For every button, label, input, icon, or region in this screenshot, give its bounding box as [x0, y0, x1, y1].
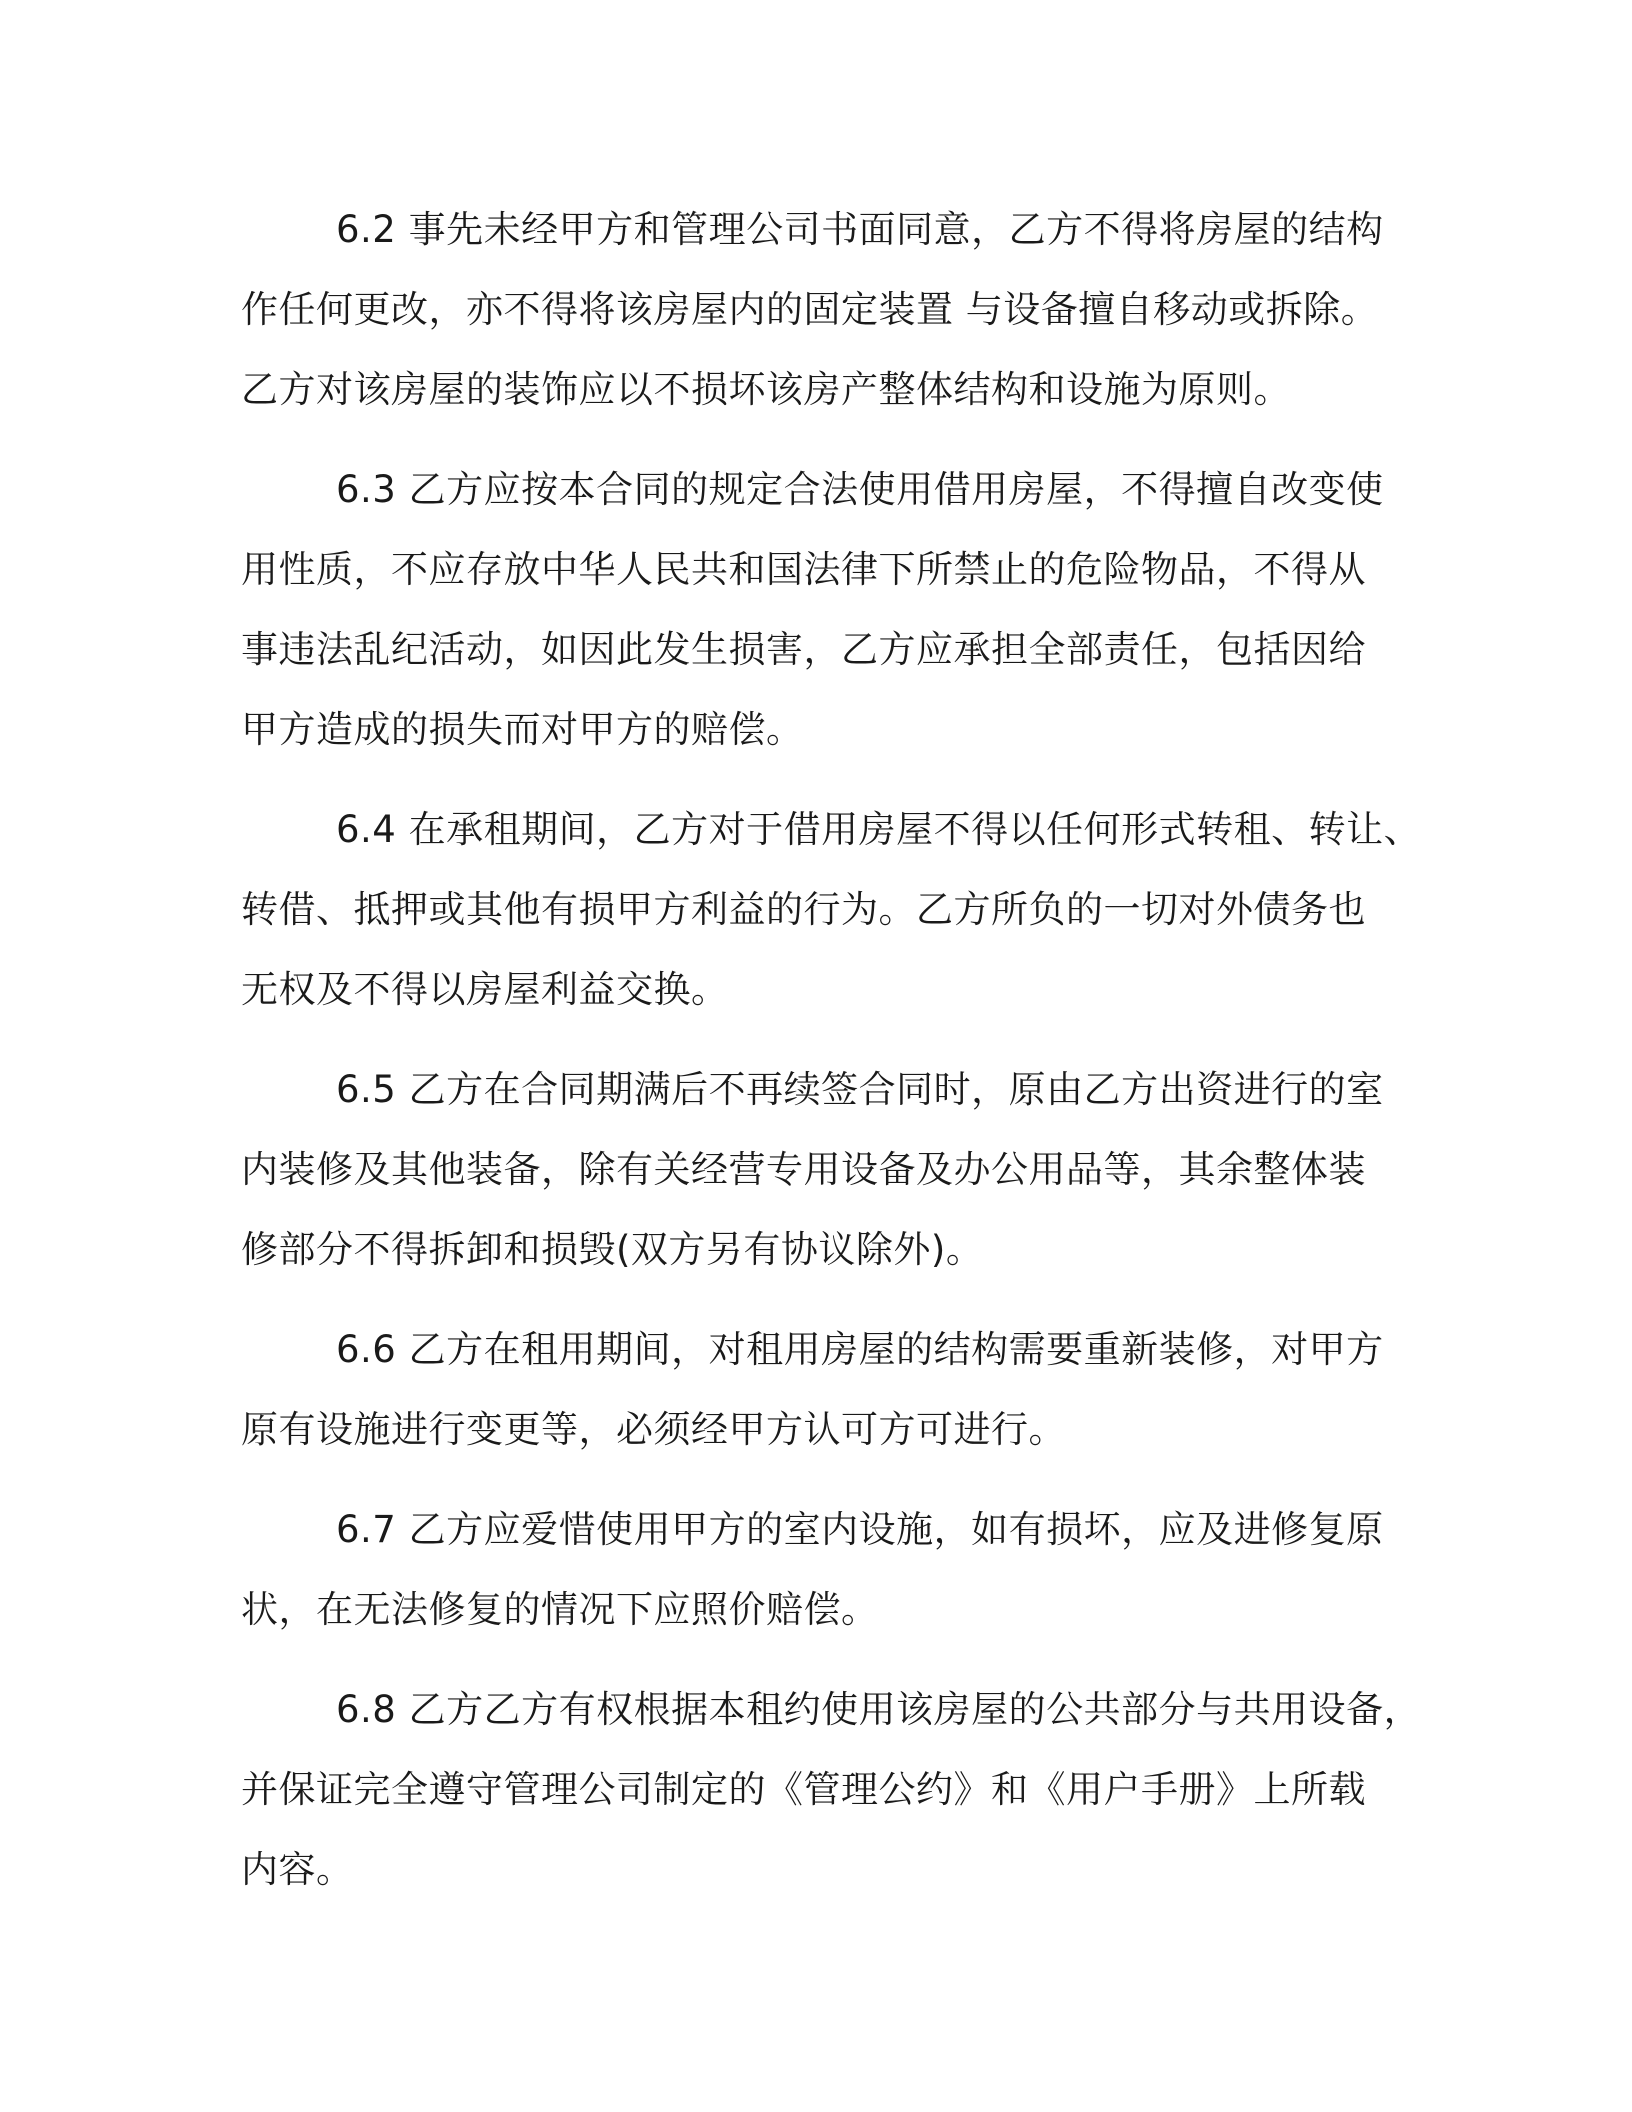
clause-line: 原有设施进行变更等，必须经甲方认可方可进行。 — [241, 1408, 1066, 1451]
clause-6-5 — [241, 1050, 1384, 1290]
clause-line: 6.6 乙方在租用期间，对租用房屋的结构需要重新装修，对甲方 — [336, 1328, 1384, 1371]
clause-line: 甲方造成的损失而对甲方的赔偿。 — [241, 708, 804, 751]
document-body — [241, 190, 1422, 1910]
clause-line: 并保证完全遵守管理公司制定的《管理公约》和《用户手册》上所载 — [241, 1768, 1366, 1811]
clause-line: 用性质，不应存放中华人民共和国法律下所禁止的危险物品，不得从 — [241, 548, 1366, 591]
clause-line: 转借、抵押或其他有损甲方利益的行为。乙方所负的一切对外债务也 — [241, 888, 1366, 931]
clause-line: 6.7 乙方应爱惜使用甲方的室内设施，如有损坏，应及进修复原 — [336, 1508, 1384, 1551]
clause-6-4 — [241, 790, 1422, 1030]
clause-line: 内装修及其他装备，除有关经营专用设备及办公用品等，其余整体装 — [241, 1148, 1366, 1191]
clause-6-6 — [241, 1310, 1384, 1470]
clause-line: 修部分不得拆卸和损毁(双方另有协议除外)。 — [241, 1228, 984, 1271]
clause-line: 6.4 在承租期间，乙方对于借用房屋不得以任何形式转租、转让、 — [336, 808, 1422, 851]
clause-line: 6.2 事先未经甲方和管理公司书面同意，乙方不得将房屋的结构 — [336, 208, 1384, 251]
clause-line: 6.3 乙方应按本合同的规定合法使用借用房屋，不得擅自改变使 — [336, 468, 1384, 511]
clause-line: 6.5 乙方在合同期满后不再续签合同时，原由乙方出资进行的室 — [336, 1068, 1384, 1111]
clause-6-3 — [241, 450, 1384, 770]
clause-line: 事违法乱纪活动，如因此发生损害，乙方应承担全部责任，包括因给 — [241, 628, 1366, 671]
clause-6-8 — [241, 1670, 1422, 1910]
clause-line: 作任何更改，亦不得将该房屋内的固定装置 与设备擅自移动或拆除。 — [241, 288, 1379, 331]
clause-6-7 — [241, 1490, 1384, 1650]
clause-6-2 — [241, 190, 1384, 430]
clause-line: 内容。 — [241, 1848, 354, 1891]
clause-line: 无权及不得以房屋利益交换。 — [241, 968, 729, 1011]
clause-line: 状，在无法修复的情况下应照价赔偿。 — [241, 1588, 879, 1631]
clause-line: 6.8 乙方乙方有权根据本租约使用该房屋的公共部分与共用设备， — [336, 1688, 1422, 1731]
clause-line: 乙方对该房屋的装饰应以不损坏该房产整体结构和设施为原则。 — [241, 368, 1291, 411]
